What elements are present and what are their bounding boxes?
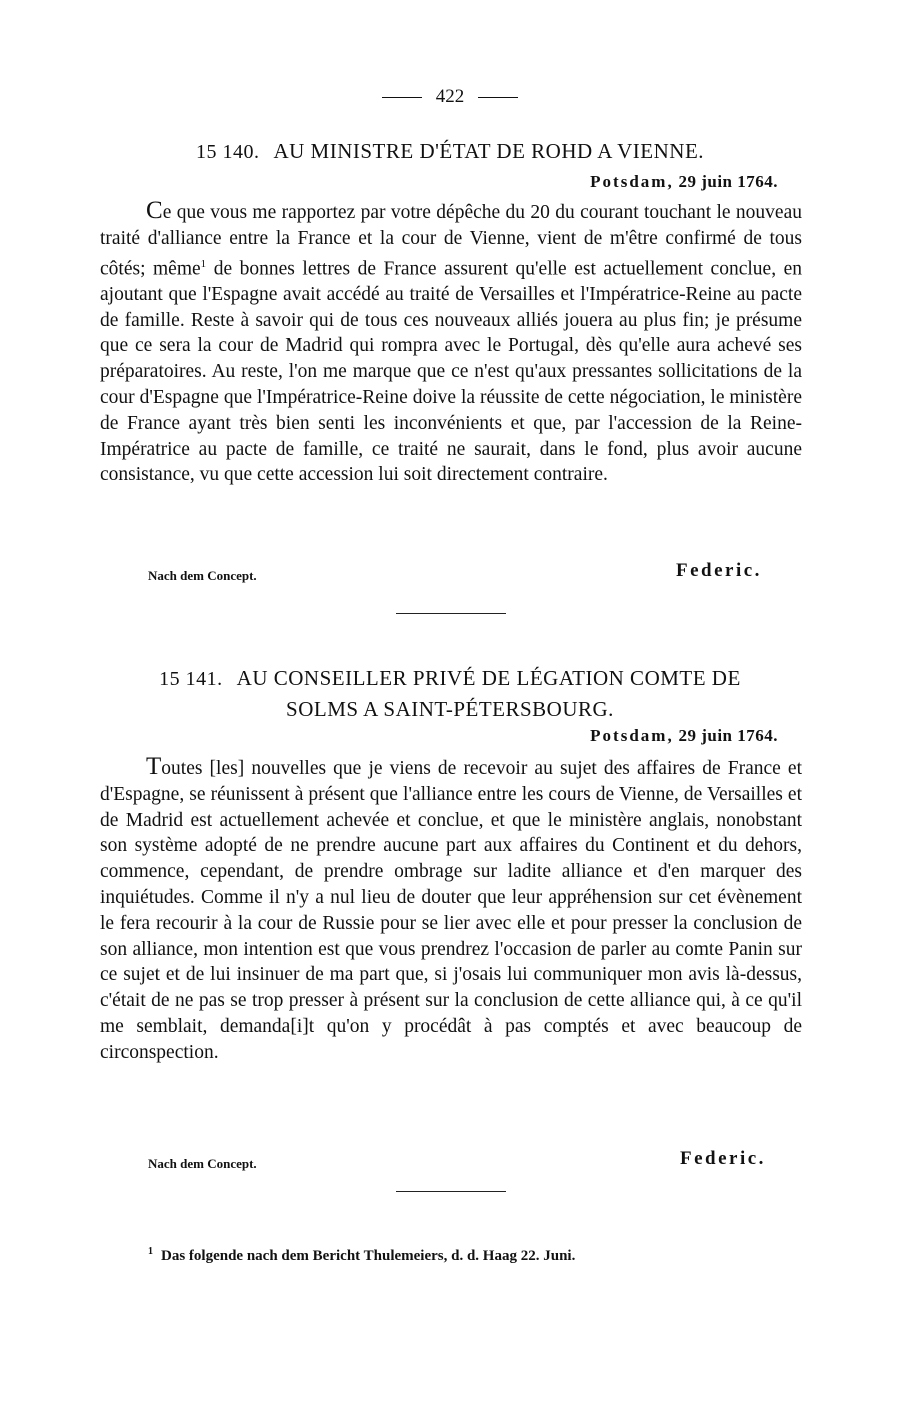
section-divider-1 (396, 613, 506, 614)
letter-2-source: Nach dem Concept. (148, 1156, 257, 1171)
letter-2-body (100, 754, 802, 1066)
letter-1-place: Potsdam, (590, 172, 674, 191)
footnote (148, 1246, 575, 1265)
section-divider-2 (396, 1191, 506, 1192)
letter-2-number: 15 141. (159, 668, 223, 690)
letter-2-date: 29 juin 1764. (678, 726, 778, 745)
letter-2-dateline (590, 726, 778, 746)
page-number: 422 (435, 86, 465, 107)
footnote-text: Das folgende nach dem Bericht Thulemeiers, d. d. Haag 22. Juni. (161, 1248, 576, 1264)
letter-1-title (100, 136, 800, 167)
letter-1-number: 15 140. (195, 141, 260, 163)
letter-1-heading: AU MINISTRE D'ÉTAT DE ROHD A VIENNE. (273, 139, 705, 163)
page-header (0, 86, 900, 108)
letter-1-dropcap: C (146, 197, 163, 224)
letter-2-title (100, 663, 800, 724)
letter-2-heading-line1: AU CONSEILLER PRIVÉ DE LÉGATION COMTE DE (236, 666, 741, 690)
header-dash-left (382, 97, 422, 98)
letter-1-date: 29 juin 1764. (678, 172, 778, 191)
footnote-reference: 1 (200, 257, 207, 270)
letter-1-body-part2: de bonnes lettres de France assurent qu'elle est actuellement conclue, en ajoutant que l'Espagne avait accédé au traité de Versailles et l'Impératrice-Reine au pacte de famille. Reste à savoir qui de tous ces nouveaux alliés jouera au plus fin; je présume que ce sera la cour de Madrid qui rompra avec le Portugal, dès qu'elle aura achevé ses préparatoires. Au reste, l'on me marque que ce n'est qu'aux pressantes sollicitations de la cour d'Espagne que l'Impératrice-Reine doive la réussite de cette négociation, le ministère de France ayant très bien senti les inconvénients et que, par l'accession de la Reine-Impératrice au pacte de famille, ce traité ne saurait, dans le fond, plus avoir aucune consistance, vu que cette accession lui soit directement contraire. (100, 258, 802, 486)
header-dash-right (478, 97, 518, 98)
letter-2-title-line1 (100, 663, 800, 694)
footnote-mark: 1 (148, 1246, 153, 1257)
letter-2-signature: Federic. (680, 1148, 766, 1169)
letter-2-heading-line2: SOLMS A SAINT-PÉTERSBOURG. (286, 697, 614, 721)
letter-2-place: Potsdam, (590, 726, 674, 745)
letter-1-source: Nach dem Concept. (148, 568, 257, 583)
letter-1-dateline (590, 172, 778, 192)
letter-1-body (100, 198, 802, 488)
letter-2-body-text: outes [les] nouvelles que je viens de recevoir au sujet des affaires de France et d'Espagne, se réunissent à présent que l'alliance entre les cours de Vienne, de Versailles et de Madrid est actuellement achevée et conclue, et que le ministère anglais, nonobstant son système adopté de ne prendre aucune part aux affaires du Continent et du dehors, commence, cependant, de prendre ombrage sur ladite alliance et d'en marquer des inquiétudes. Comme il n'y a nul lieu de douter que leur appréhension sur cet évènement le fera recourir à la cour de Russie pour se lier avec elle et pour presser la conclusion de son alliance, mon intention est que vous prendrez l'occasion de parler au comte Panin sur ce sujet et de lui insinuer de ma part que, si j'osais lui communiquer mon avis là-dessus, c'était de ne pas se trop presser à présent sur la conclusion de cette alliance qui, à ce qu'il me semblait, demanda[i]t qu'on y procédât à pas comptés et avec beaucoup de circonspection. (100, 758, 802, 1063)
letter-1-signature: Federic. (676, 560, 762, 581)
letter-1-body-part1: e que vous me rapportez par votre dépêche du 20 du courant touchant le nouveau traité d'alliance entre la France et la cour de Vienne, vient de m'être confirmé de tous côtés; même (100, 202, 802, 280)
letter-2-dropcap: T (146, 753, 162, 780)
